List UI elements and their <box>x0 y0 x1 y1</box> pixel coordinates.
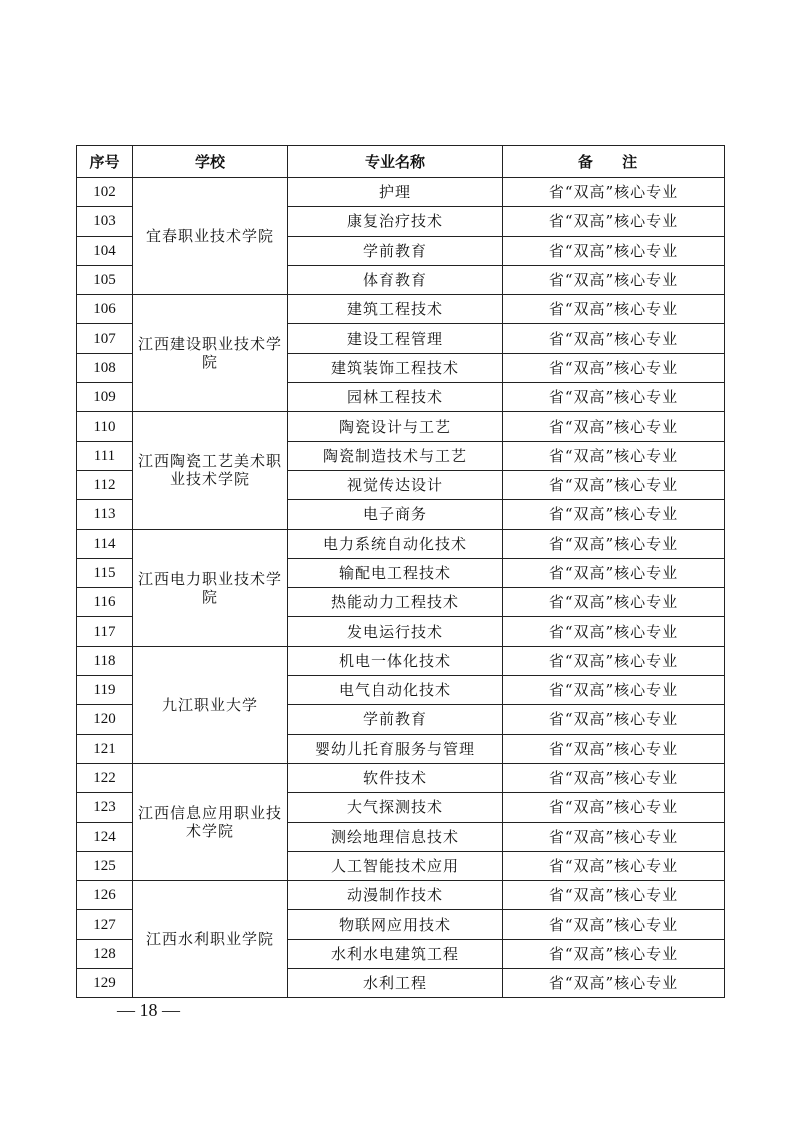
note-cell: 省“双高”核心专业 <box>503 910 725 939</box>
note-cell: 省“双高”核心专业 <box>503 324 725 353</box>
note-cell: 省“双高”核心专业 <box>503 705 725 734</box>
major-name: 护理 <box>288 178 503 207</box>
row-number: 121 <box>77 734 133 763</box>
note-cell: 省“双高”核心专业 <box>503 676 725 705</box>
row-number: 117 <box>77 617 133 646</box>
major-name: 水利工程 <box>288 969 503 998</box>
school-name: 江西电力职业技术学院 <box>133 529 288 646</box>
row-number: 116 <box>77 588 133 617</box>
major-name: 电气自动化技术 <box>288 676 503 705</box>
table-row <box>77 881 725 910</box>
row-number: 120 <box>77 705 133 734</box>
table-row <box>77 295 725 324</box>
header-major: 专业名称 <box>288 146 503 178</box>
row-number: 124 <box>77 822 133 851</box>
note-cell: 省“双高”核心专业 <box>503 295 725 324</box>
major-name: 动漫制作技术 <box>288 881 503 910</box>
row-number: 105 <box>77 265 133 294</box>
major-name: 学前教育 <box>288 705 503 734</box>
major-name: 物联网应用技术 <box>288 910 503 939</box>
table-row <box>77 529 725 558</box>
major-name: 测绘地理信息技术 <box>288 822 503 851</box>
note-cell: 省“双高”核心专业 <box>503 881 725 910</box>
row-number: 118 <box>77 646 133 675</box>
row-number: 109 <box>77 383 133 412</box>
major-name: 康复治疗技术 <box>288 207 503 236</box>
major-name: 视觉传达设计 <box>288 470 503 499</box>
note-cell: 省“双高”核心专业 <box>503 470 725 499</box>
row-number: 102 <box>77 178 133 207</box>
row-number: 110 <box>77 412 133 441</box>
row-number: 111 <box>77 441 133 470</box>
note-cell: 省“双高”核心专业 <box>503 617 725 646</box>
major-name: 软件技术 <box>288 763 503 792</box>
note-cell: 省“双高”核心专业 <box>503 588 725 617</box>
school-name: 江西信息应用职业技术学院 <box>133 763 288 880</box>
major-name: 热能动力工程技术 <box>288 588 503 617</box>
note-cell: 省“双高”核心专业 <box>503 969 725 998</box>
school-name: 九江职业大学 <box>133 646 288 763</box>
note-cell: 省“双高”核心专业 <box>503 734 725 763</box>
note-cell: 省“双高”核心专业 <box>503 412 725 441</box>
note-cell: 省“双高”核心专业 <box>503 178 725 207</box>
note-cell: 省“双高”核心专业 <box>503 763 725 792</box>
major-name: 陶瓷设计与工艺 <box>288 412 503 441</box>
table-row <box>77 646 725 675</box>
table-row <box>77 763 725 792</box>
row-number: 119 <box>77 676 133 705</box>
row-number: 112 <box>77 470 133 499</box>
row-number: 128 <box>77 939 133 968</box>
major-name: 电子商务 <box>288 500 503 529</box>
header-school: 学校 <box>133 146 288 178</box>
major-name: 电力系统自动化技术 <box>288 529 503 558</box>
major-name: 学前教育 <box>288 236 503 265</box>
major-name: 大气探测技术 <box>288 793 503 822</box>
page-number: — 18 — <box>117 1000 180 1020</box>
note-cell: 省“双高”核心专业 <box>503 353 725 382</box>
note-cell: 省“双高”核心专业 <box>503 793 725 822</box>
school-name: 江西建设职业技术学院 <box>133 295 288 412</box>
row-number: 122 <box>77 763 133 792</box>
major-name: 园林工程技术 <box>288 383 503 412</box>
table-header-row <box>77 146 725 178</box>
note-cell: 省“双高”核心专业 <box>503 500 725 529</box>
school-name: 宜春职业技术学院 <box>133 178 288 295</box>
major-name: 水利水电建筑工程 <box>288 939 503 968</box>
header-num: 序号 <box>77 146 133 178</box>
major-name: 发电运行技术 <box>288 617 503 646</box>
row-number: 127 <box>77 910 133 939</box>
major-name: 建设工程管理 <box>288 324 503 353</box>
row-number: 126 <box>77 881 133 910</box>
note-cell: 省“双高”核心专业 <box>503 265 725 294</box>
note-cell: 省“双高”核心专业 <box>503 939 725 968</box>
note-cell: 省“双高”核心专业 <box>503 529 725 558</box>
header-note: 备 注 <box>503 146 725 178</box>
row-number: 115 <box>77 558 133 587</box>
row-number: 114 <box>77 529 133 558</box>
row-number: 103 <box>77 207 133 236</box>
note-cell: 省“双高”核心专业 <box>503 558 725 587</box>
major-name: 建筑工程技术 <box>288 295 503 324</box>
major-name: 机电一体化技术 <box>288 646 503 675</box>
major-name: 体育教育 <box>288 265 503 294</box>
note-cell: 省“双高”核心专业 <box>503 383 725 412</box>
table-row <box>77 412 725 441</box>
note-cell: 省“双高”核心专业 <box>503 236 725 265</box>
row-number: 104 <box>77 236 133 265</box>
row-number: 123 <box>77 793 133 822</box>
table-row <box>77 178 725 207</box>
note-cell: 省“双高”核心专业 <box>503 851 725 880</box>
school-name: 江西陶瓷工艺美术职业技术学院 <box>133 412 288 529</box>
table-body <box>77 178 725 998</box>
note-cell: 省“双高”核心专业 <box>503 207 725 236</box>
note-cell: 省“双高”核心专业 <box>503 646 725 675</box>
school-name: 江西水利职业学院 <box>133 881 288 998</box>
major-name: 建筑装饰工程技术 <box>288 353 503 382</box>
major-name: 陶瓷制造技术与工艺 <box>288 441 503 470</box>
major-name: 婴幼儿托育服务与管理 <box>288 734 503 763</box>
major-name: 输配电工程技术 <box>288 558 503 587</box>
row-number: 125 <box>77 851 133 880</box>
row-number: 106 <box>77 295 133 324</box>
row-number: 108 <box>77 353 133 382</box>
note-cell: 省“双高”核心专业 <box>503 441 725 470</box>
major-name: 人工智能技术应用 <box>288 851 503 880</box>
row-number: 107 <box>77 324 133 353</box>
row-number: 113 <box>77 500 133 529</box>
row-number: 129 <box>77 969 133 998</box>
majors-table <box>76 145 725 998</box>
note-cell: 省“双高”核心专业 <box>503 822 725 851</box>
